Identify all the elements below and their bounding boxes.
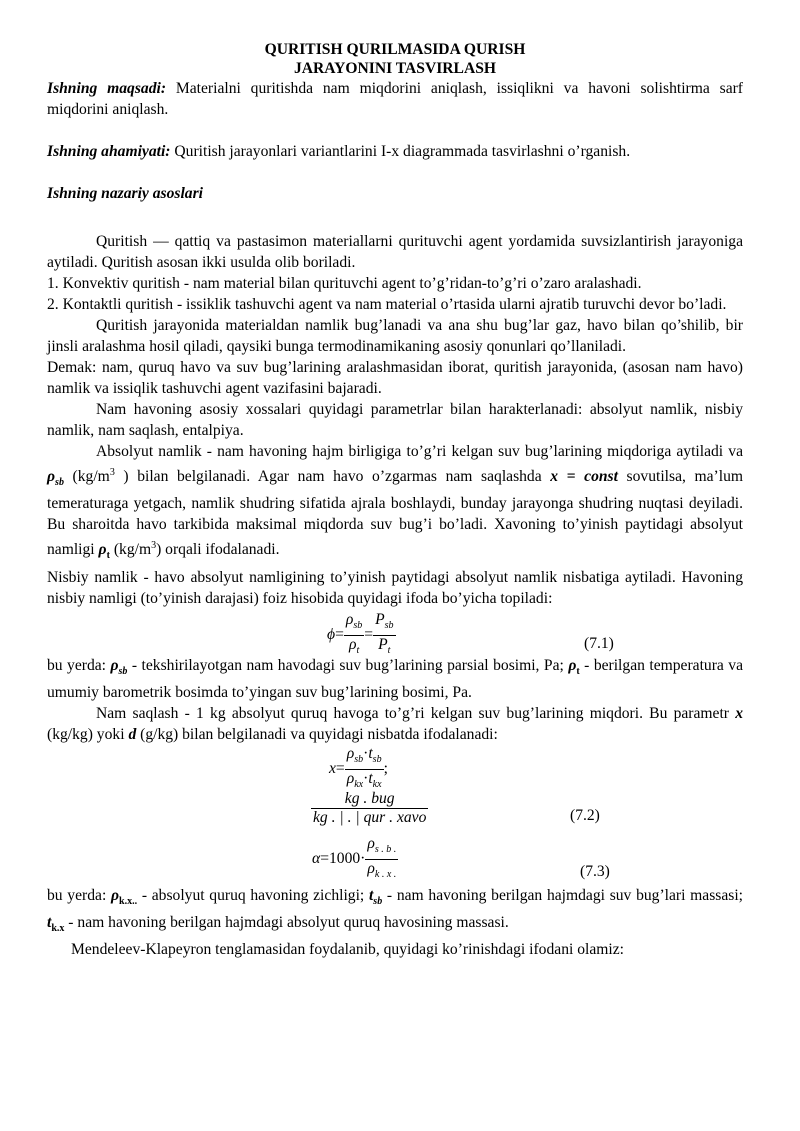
phi-symbol: ϕ bbox=[327, 625, 336, 643]
rho-symbol: ρ bbox=[568, 656, 577, 674]
ahamiyat-paragraph bbox=[47, 141, 743, 162]
p7-text-f: ) orqali ifodalanadi. bbox=[156, 541, 280, 559]
paragraph-11 bbox=[47, 885, 743, 939]
p-symbol: P bbox=[375, 610, 385, 628]
p7-text-e: (kg/m bbox=[109, 541, 152, 559]
rho-symbol: ρ bbox=[98, 541, 107, 559]
equation-number-7-2: (7.2) bbox=[570, 806, 600, 824]
p7-text-a: Absolyut namlik - nam havoning hajm birligiga to’g’ri kelgan suv bug’larining miqdoriga aytiladi va bbox=[96, 443, 743, 460]
fraction-x bbox=[345, 745, 384, 794]
p9-text-b: - tekshirilayotgan nam havodagi suv bug’larining parsial bosimi, Pa; bbox=[127, 656, 569, 674]
title-line-2: JARAYONINI TASVIRLASH bbox=[293, 60, 497, 77]
p11-text-b: - absolyut quruq havoning zichligi; bbox=[137, 886, 369, 904]
rho-symbol: ρ bbox=[367, 859, 375, 877]
equals-sign: = bbox=[335, 625, 344, 643]
paragraph-8: Nisbiy namlik - havo absolyut namligining to’yinish paytidagi absolyut namlik nisbatiga aytiladi. Havoning nisbiy namligi (to’yinish darajasi) foiz hisobida quyidagi ifoda bo’yicha topiladi: bbox=[47, 568, 743, 607]
paragraph-1: Quritish — qattiq va pastasimon materiallarni qurituvchi agent yordamida suvsizlantirish jarayoniga aytiladi. Quritish asosan ikki usulda olib boriladi. bbox=[47, 233, 743, 271]
semicolon: ; bbox=[383, 759, 388, 777]
equation-7-1 bbox=[47, 609, 743, 655]
equation-7-3 bbox=[47, 835, 743, 885]
p9-text-c: - berilgan temperatura va umumiy barometrik bosimda to’yingan suv bug’larining bosimi, Pa. bbox=[47, 656, 744, 701]
rho-symbol: ρ bbox=[47, 468, 56, 486]
paragraph-5: Demak: nam, quruq havo va suv bug’larining aralashmasidan iborat, quritish jarayonida, (asosan nam havo) namlik va issiqlik tashuvchi agent vazifasini bajaradi. bbox=[47, 359, 743, 397]
rho-symbol: ρ bbox=[346, 769, 355, 787]
t-symbol: t bbox=[368, 886, 374, 904]
superscript-3: 3 bbox=[109, 467, 115, 478]
p-symbol: P bbox=[378, 635, 388, 653]
fraction-p bbox=[373, 611, 395, 660]
p7-text-b: (kg/m bbox=[63, 468, 110, 486]
paragraph-9 bbox=[47, 655, 743, 703]
section-heading: Ishning nazariy asoslari bbox=[47, 185, 203, 202]
rho-symbol: ρ bbox=[345, 610, 354, 628]
p11-text-a: bu yerda: bbox=[47, 886, 111, 904]
fraction-alpha bbox=[365, 835, 398, 884]
paragraph-4: Quritish jarayonida materialdan namlik bug’lanadi va ana shu bug’lar gaz, havo bilan qo’shilib, bir jinsli aralashma hosil qiladi, qaysiki bunga termodinamikaning asosiy qonunlari qo’llaniladi. bbox=[47, 317, 743, 355]
p10-text-c: (g/kg) bilan belgilanadi va quyidagi nisbatda ifodalanadi: bbox=[136, 725, 498, 743]
p7-text-d: sovutilsa, ma’lum temeraturaga yetgach, namlik shudring sifatida ajrala boshlaydi, bunday jarayonga shudring nuqtasi deyiladi. Bu sharoitda havo tarkibida maksimal miqdorda suv bug’i bo’ladi. Xavoning to’yinish paytidagi absolyut namligi bbox=[47, 468, 744, 559]
title-line-1: QURITISH QURILMASIDA QURISH bbox=[264, 41, 526, 58]
subscript-sb: sb bbox=[118, 665, 128, 677]
equals-sign: = bbox=[364, 625, 374, 643]
x-const: x = const bbox=[550, 468, 618, 486]
equals-1000: =1000· bbox=[320, 849, 366, 867]
alpha-symbol: α bbox=[312, 849, 321, 867]
subscript-sb: sb bbox=[55, 477, 64, 489]
rho-symbol: ρ bbox=[110, 656, 119, 674]
p10-text-b: (kg/kg) yoki bbox=[47, 725, 129, 743]
p11-text-d: - nam havoning berilgan hajmdagi absolyut quruq havosining massasi. bbox=[64, 913, 509, 931]
subscript-kx: kx bbox=[354, 778, 364, 790]
fraction-units bbox=[311, 790, 428, 827]
rho-symbol: ρ bbox=[111, 886, 120, 904]
subscript-kx: k.x.. bbox=[119, 895, 138, 907]
p10-text-a: Nam saqlash - 1 kg absolyut quruq havoga to’g’ri kelgan suv bug’larining miqdori. Bu parametr bbox=[96, 704, 736, 722]
subscript-sb: s . b . bbox=[374, 843, 397, 855]
maqsad-paragraph bbox=[47, 78, 743, 120]
t-symbol: t bbox=[47, 913, 52, 931]
rho-symbol: ρ bbox=[348, 635, 357, 653]
rho-symbol: ρ bbox=[346, 744, 355, 762]
t-symbol: t bbox=[368, 744, 373, 762]
dot-operator: · bbox=[363, 744, 369, 762]
x-symbol: x bbox=[329, 759, 336, 777]
maqsad-label: Ishning maqsadi: bbox=[47, 80, 167, 97]
subscript-t: t bbox=[106, 550, 110, 562]
ahamiyat-text: Quritish jarayonlari variantlarini I-x diagrammada tasvirlashni o’rganish. bbox=[170, 143, 631, 160]
subscript-sb: sb bbox=[353, 619, 363, 631]
t-symbol: t bbox=[368, 769, 373, 787]
unit-denominator: kg . | . | qur . xavo bbox=[313, 808, 427, 826]
paragraph-3: 2. Kontaktli quritish - issiklik tashuvchi agent va nam material o’rtasida ularni ajratib turuvchi devor bo’ladi. bbox=[47, 296, 727, 313]
paragraph-2: 1. Konvektiv quritish - nam material bilan qurituvchi agent to’g’ridan-to’g’ri o’zaro aralashadi. bbox=[47, 275, 642, 292]
p11-text-c: - nam havoning berilgan hajmdagi suv bug’lari massasi; bbox=[382, 886, 743, 904]
paragraph-10 bbox=[47, 703, 743, 745]
subscript-sb: sb bbox=[373, 895, 383, 907]
subscript-t: t bbox=[356, 644, 360, 656]
equation-number-7-3: (7.3) bbox=[580, 862, 610, 880]
paragraph-12: Mendeleev-Klapeyron tenglamasidan foydalanib, quyidagi ko’rinishdagi ifodani olamiz: bbox=[71, 940, 624, 958]
ahamiyat-label: Ishning ahamiyati: bbox=[47, 143, 171, 160]
subscript-kx: k.x bbox=[51, 922, 65, 934]
subscript-kx: k . x . bbox=[374, 868, 397, 880]
unit-numerator: kg . bug bbox=[311, 790, 428, 809]
p9-text-a: bu yerda: bbox=[47, 656, 111, 674]
p7-text-c: ) bilan belgilanadi. Agar nam havo o’zgarmas nam saqlashda bbox=[114, 468, 551, 486]
subscript-sb: sb bbox=[354, 753, 364, 765]
document-title bbox=[47, 40, 743, 78]
x-symbol: x bbox=[735, 704, 743, 722]
subscript-t: t bbox=[576, 665, 580, 677]
equation-7-2 bbox=[47, 745, 743, 835]
dot-operator: · bbox=[363, 769, 369, 787]
equals-sign: = bbox=[335, 759, 345, 777]
maqsad-text: Materialni quritishda nam miqdorini aniqlash, issiqlikni va havoni solishtirma sarf miqdorini aniqlash. bbox=[47, 80, 743, 118]
subscript-sb: sb bbox=[384, 619, 394, 631]
subscript-kx: kx bbox=[372, 778, 382, 790]
d-symbol: d bbox=[128, 725, 137, 743]
rho-symbol: ρ bbox=[367, 834, 375, 852]
document-page bbox=[47, 40, 743, 960]
fraction-rho bbox=[344, 611, 364, 660]
superscript-3: 3 bbox=[151, 540, 157, 552]
paragraph-7 bbox=[47, 441, 743, 567]
subscript-t: t bbox=[387, 644, 391, 656]
paragraph-6: Nam havoning asosiy xossalari quyidagi parametrlar bilan harakterlanadi: absolyut namlik, nisbiy namlik, nam saqlash, entalpiya. bbox=[47, 401, 743, 439]
subscript-sb: sb bbox=[372, 753, 382, 765]
equation-number-7-1: (7.1) bbox=[584, 634, 614, 652]
